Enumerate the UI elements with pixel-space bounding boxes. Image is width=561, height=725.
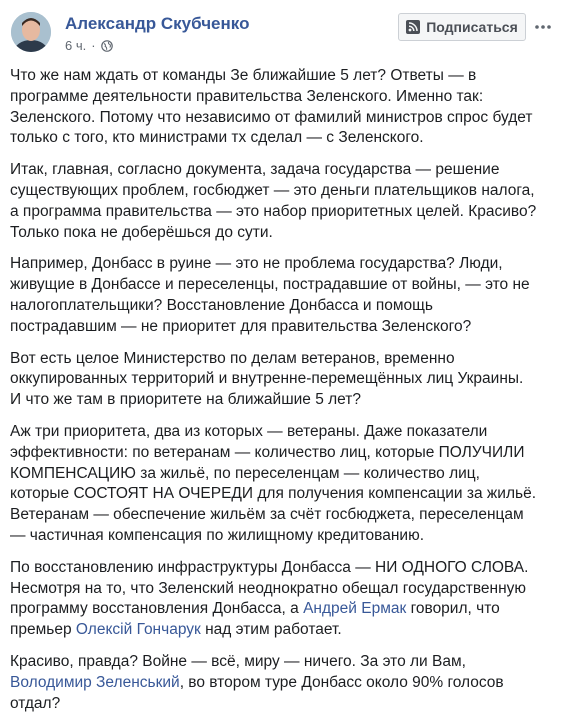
text-line [10,599,551,620]
text-segment: живущие в Донбассе и переселенцы, пострадавшие от войны, — это не [10,276,530,294]
post-paragraph [10,160,551,243]
post-paragraph [10,652,551,714]
text-segment: И что же там в приоритете на ближайшие 5 лет? [10,391,362,409]
text-segment: Вот есть целое Министерство по делам ветеранов, временно [10,349,455,367]
text-segment: налогоплательщики? Восстановление Донбасса и помощь [10,296,433,314]
text-line [10,505,551,526]
text-line [10,652,551,673]
text-line [10,87,551,108]
text-segment: которые СОСТОЯТ НА ОЧЕРЕДИ для получения компенсации за жильё. [10,485,537,503]
text-line [10,202,551,223]
text-line [10,223,551,244]
text-line [10,443,551,464]
text-line [10,369,551,390]
post-paragraph [10,558,551,641]
text-segment: По восстановлению инфраструктуры Донбасса — НИ ОДНОГО СЛОВА. [10,558,529,576]
text-segment: пострадавшим — не приоритет для правительства Зеленского? [10,317,472,335]
text-line [10,349,551,370]
rss-icon [406,20,420,34]
post-paragraph [10,349,551,411]
subscribe-label: Подписаться [426,19,518,35]
text-segment: — частичная компенсация по жилищному кредитованию. [10,526,425,544]
text-segment: КОМПЕНСАЦИЮ за жильё, по переселенцам — количество лиц, [10,464,480,482]
text-line [10,390,551,411]
text-segment: Что же нам ждать от команды Зе ближайшие 5 лет? Ответы — в [10,67,477,84]
text-line [10,108,551,129]
text-segment: отдал? [10,694,61,712]
text-line [10,579,551,600]
post-paragraph [10,422,551,547]
more-horizontal-icon[interactable] [533,17,553,37]
text-segment: существующих проблем, госбюджет — это деньги плательщиков налога, [10,181,535,199]
text-line [10,558,551,579]
text-segment: только с того, кто министрами тх сделал — с Зеленского. [10,129,424,147]
post-body [10,66,551,725]
text-line [10,464,551,485]
text-line [10,694,551,715]
text-segment: Несмотря на то, что Зеленский неоднократно обещал государственную [10,579,527,597]
text-segment: Ветеранам — обеспечение жильём за счёт госбюджета, переселенцам [10,506,524,524]
text-segment: , во втором туре Донбасс около 90% голосов [179,673,504,691]
text-segment: программу восстановления Донбасса, а [10,600,304,618]
text-segment: оккупированных территорий и внутренне-перемещённых лиц Украины. [10,370,524,388]
meta-separator: · [91,38,96,53]
text-line [10,296,551,317]
author-name[interactable]: Александр Скубченко [65,14,250,33]
post-paragraph [10,66,551,149]
text-segment: над этим работает. [200,621,342,639]
text-segment: говорил, что [406,600,500,618]
post-timestamp[interactable]: 6 ч. [65,38,87,53]
post-header [0,0,561,66]
profile-mention-link[interactable]: Андрей Ермак [303,600,407,618]
text-line [10,484,551,505]
text-segment: а программа правительства — это набор приоритетных целей. Красиво? [10,202,537,220]
text-line [10,128,551,149]
text-line [10,181,551,202]
text-line [10,254,551,275]
subscribe-button[interactable] [398,13,526,41]
author-avatar[interactable] [11,12,51,52]
text-line [10,620,551,641]
profile-mention-link[interactable]: Олексій Гончарук [75,621,201,639]
text-line [10,422,551,443]
text-segment: Аж три приоритета, два из которых — ветераны. Даже показатели [10,422,488,440]
text-line [10,275,551,296]
text-line [10,160,551,181]
text-line [10,66,551,87]
text-segment: Например, Донбасс в руине — это не проблема государства? Люди, [10,255,503,273]
post-paragraph [10,254,551,337]
post-meta [65,38,113,53]
text-segment: Красиво, правда? Войне — всё, миру — ничего. За это ли Вам, [10,652,466,670]
text-segment: Итак, главная, согласно документа, задача государства — решение [10,161,500,179]
text-segment: эффективности: по ветеранам — количество лиц, которые ПОЛУЧИЛИ [10,443,525,461]
avatar-image [11,12,51,52]
text-line [10,673,551,694]
text-segment: Зеленского. Потому что независимо от фамилий министров спрос будет [10,108,533,126]
text-segment: премьер [10,621,76,639]
globe-icon[interactable] [101,40,113,52]
profile-mention-link[interactable]: Володимир Зеленський [10,673,180,691]
text-line [10,317,551,338]
text-line [10,526,551,547]
text-segment: Только пока не доберёшься до сути. [10,223,273,241]
text-segment: программе деятельности правительства Зеленского. Именно так: [10,87,484,105]
